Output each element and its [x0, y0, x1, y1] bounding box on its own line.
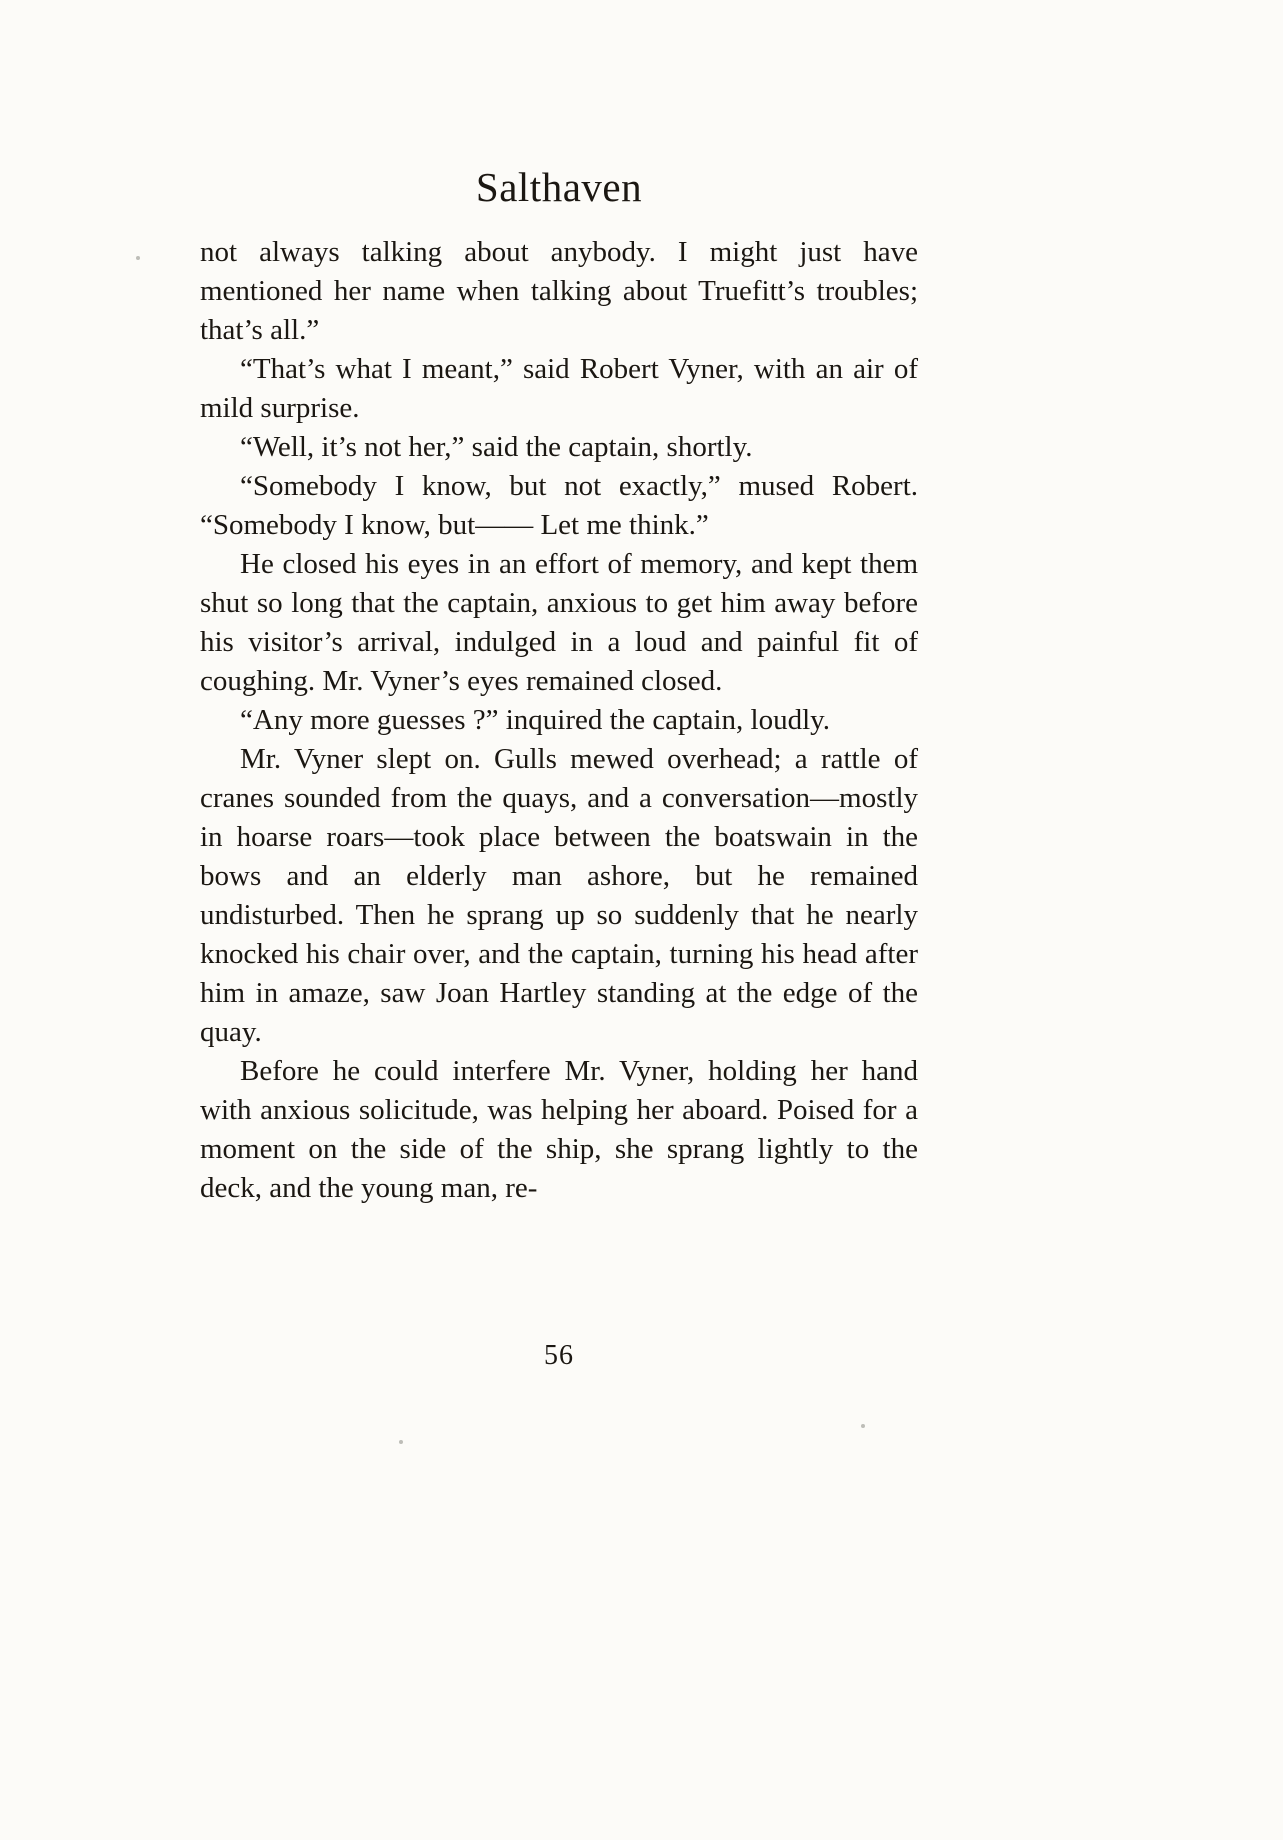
- paragraph: Before he could interfere Mr. Vyner, holding her hand with anxious solicitude, was helping her aboard. Poised for a moment on the side of the ship, she sprang lightly to the deck, and the young man, re-: [200, 1055, 918, 1204]
- scan-speck-icon: [136, 256, 140, 260]
- scan-speck-icon: [861, 1424, 865, 1428]
- paragraph: Mr. Vyner slept on. Gulls mewed overhead; a rattle of cranes sounded from the quays, and a conversation—mostly in hoarse roars—took place between the boatswain in the bows and an elderly man ashore, but he remained undisturbed. Then he sprang up so suddenly that he nearly knocked his chair over, and the captain, turning his head after him in amaze, saw Joan Hartley standing at the edge of the quay.: [200, 743, 918, 1048]
- paragraph: “Any more guesses ?” inquired the captain, loudly.: [240, 704, 831, 736]
- paragraph: not always talking about anybody. I might just have mentioned her name when talking about Truefitt’s troubles; that’s all.”: [200, 236, 918, 346]
- page-title: Salthaven: [475, 164, 643, 210]
- body-text: [200, 233, 918, 1208]
- page-number: 56: [544, 1340, 574, 1371]
- scan-speck-icon: [399, 1440, 403, 1444]
- paragraph: He closed his eyes in an effort of memory, and kept them shut so long that the captain, anxious to get him away before his visitor’s arrival, indulged in a loud and painful fit of coughing. Mr. Vyner’s eyes remained closed.: [200, 548, 918, 697]
- paragraph: “Well, it’s not her,” said the captain, shortly.: [240, 431, 753, 463]
- paragraph: “Somebody I know, but not exactly,” mused Robert. “Somebody I know, but—— Let me think.”: [200, 470, 918, 541]
- paragraph: “That’s what I meant,” said Robert Vyner, with an air of mild surprise.: [200, 353, 918, 424]
